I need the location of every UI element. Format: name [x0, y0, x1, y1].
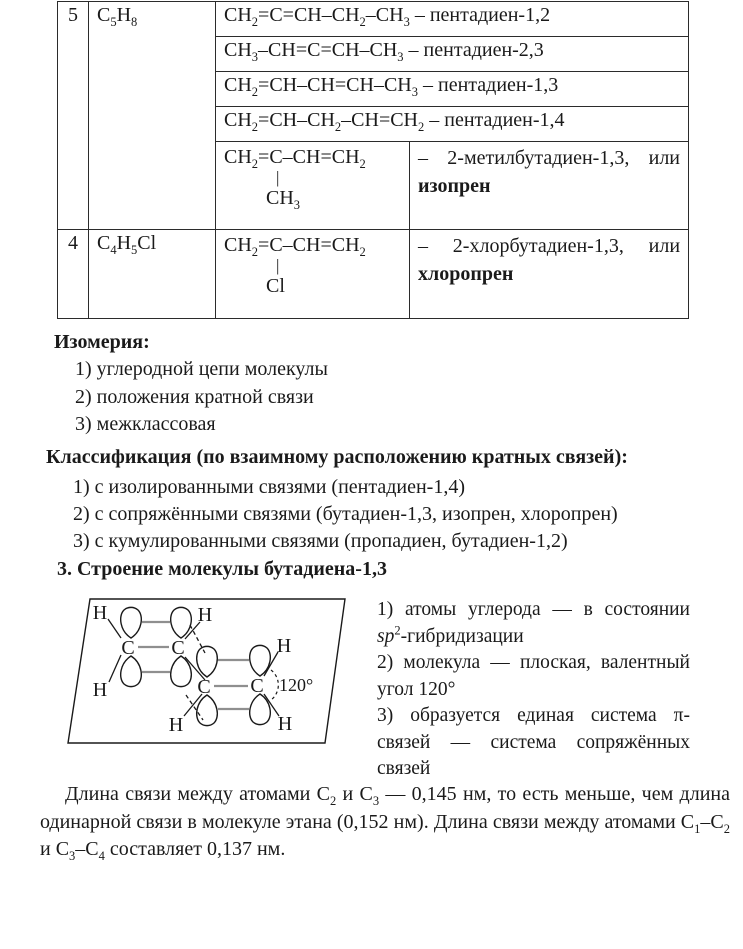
molecular-formula-cell: $C_4H_5Cl$: [89, 230, 216, 319]
substituent-group: $CH_3$: [266, 187, 301, 212]
isomer-cell: $CH_3-CH=C=CH-CH_3$ – пентадиен-2,3: [216, 37, 689, 72]
formula-main-chain: $CH_2=C-CH=CH_2$: [224, 146, 366, 171]
angle-label: 120°: [279, 675, 314, 695]
classification-heading: Классификация (по взаимному расположению кратных связей):: [46, 446, 628, 468]
butadiene-orbital-diagram: [58, 592, 358, 764]
p-orbital-lobe: [171, 607, 192, 638]
hydrogen-label: H: [92, 602, 108, 624]
hydrogen-label: H: [168, 714, 184, 736]
substituent-group: Cl: [266, 275, 285, 297]
isomer-table: [57, 1, 689, 319]
structural-formula: [224, 144, 401, 212]
structural-formula: [224, 232, 401, 300]
carbon-label: C: [197, 676, 211, 698]
molecular-formula-cell: $C_5H_8$: [89, 2, 216, 230]
p-orbital-lobe: [197, 695, 218, 726]
structure-heading: 3. Строение молекулы бутадиена-1,3: [57, 558, 387, 580]
table-row: [58, 2, 689, 37]
p-orbital-lobe: [121, 607, 142, 638]
isomerism-heading: Изомерия:: [54, 331, 150, 353]
isomer-name-cell: – 2-метилбутадиен-1,3, или изопрен: [410, 142, 689, 230]
vertical-bond: |: [276, 256, 280, 275]
isomer-name-cell: – 2-хлорбутадиен-1,3, или хлоропрен: [410, 230, 689, 319]
list-item: 2) положения кратной связи: [75, 385, 314, 408]
hydrogen-label: H: [276, 635, 292, 657]
structural-formula-cell: [216, 230, 410, 319]
bond-length-paragraph: Длина связи между атомами $С_2$ и $С_3$ — 0,145 нм, то есть меньше, чем длина одинарной связи в молекуле этана (0,152 нм). Длина связи между атомами $С_1-С_2$ и $С_3-С_4$ составляет 0,137 нм.: [40, 783, 731, 863]
p-orbital-lobe: [197, 646, 218, 677]
note-item: 2) молекула — плоская, валентный угол 120°: [377, 652, 690, 700]
hydrogen-label: H: [92, 679, 108, 701]
structure-notes: [377, 597, 690, 783]
carbon-label: C: [171, 637, 185, 659]
table-row: [58, 230, 689, 319]
carbon-label: C: [250, 675, 264, 697]
carbon-count-cell: 4: [58, 230, 89, 319]
hydrogen-bond-line: [109, 655, 121, 682]
list-item: 1) углеродной цепи молекулы: [75, 358, 328, 380]
isomer-cell: $CH_2=C=CH-CH_2-CH_3$ – пентадиен-1,2: [216, 2, 689, 37]
list-item: 2) с сопряжёнными связями (бутадиен-1,3, изопрен, хлоропрен): [73, 503, 618, 525]
isomer-cell: $CH_2=CH-CH=CH-CH_3$ – пентадиен-1,3: [216, 72, 689, 107]
list-item: 3) с кумулированными связями (пропадиен, бутадиен-1,2): [73, 530, 568, 552]
structural-formula-cell: [216, 142, 410, 230]
bond-angle-arc: [271, 670, 278, 700]
carbon-label: C: [121, 637, 135, 659]
list-item: 1) с изолированными связями (пентадиен-1,4): [73, 476, 466, 498]
classification-list: [73, 474, 618, 555]
list-item: 3) межклассовая: [75, 413, 216, 435]
formula-main-chain: $CH_2=C-CH=CH_2$: [224, 234, 366, 259]
isomer-cell: $CH_2=CH-CH_2-CH=CH_2$ – пентадиен-1,4: [216, 107, 689, 142]
isomerism-list: [75, 356, 328, 439]
hydrogen-label: H: [277, 713, 293, 735]
vertical-bond: |: [276, 168, 280, 187]
orbital-overlap-lines: [138, 622, 249, 709]
hydrogen-bond-line: [108, 619, 121, 638]
note-item: 1) атомы углерода — в состоянии $sp^2$-гибридизации: [377, 599, 690, 647]
carbon-count-cell: 5: [58, 2, 89, 230]
p-orbital-lobe: [121, 656, 142, 687]
hydrogen-label: H: [197, 604, 213, 626]
note-item: 3) образуется единая система π-связей — система сопряжённых связей: [377, 705, 690, 779]
